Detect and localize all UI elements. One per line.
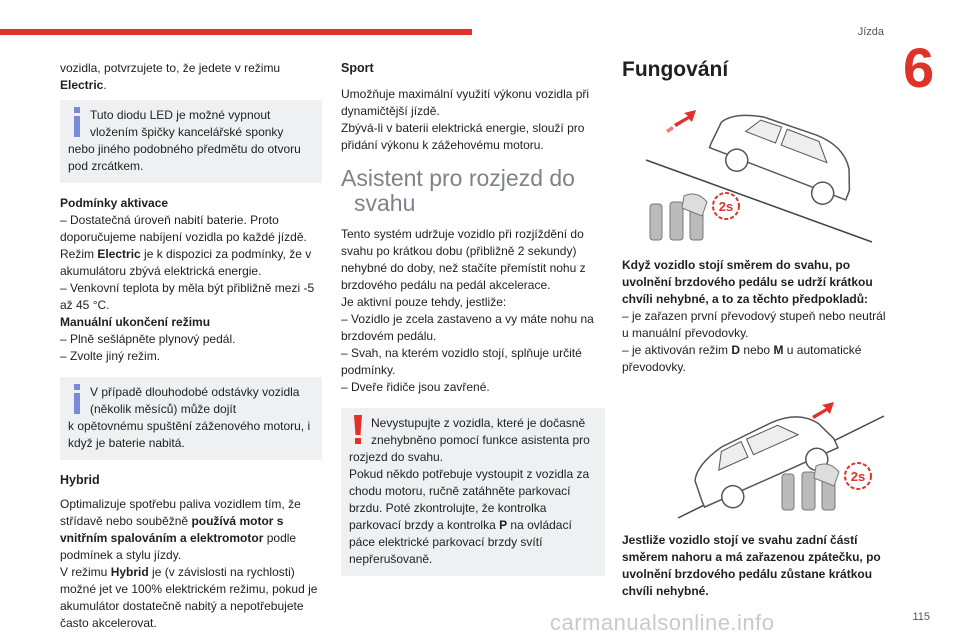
- text: Optimalizuje spotřebu paliva vozidlem tím, že střídavě nebo souběžně: [60, 497, 301, 528]
- bold-text: Hybrid: [110, 565, 149, 579]
- bold-text: D: [731, 343, 741, 357]
- info-text-line: Tuto diodu LED je možné vypnout: [90, 108, 271, 122]
- condition-item: [60, 246, 322, 280]
- text: na ovládací páce elektrické parkovací brzdy svítí nepřerušovaně.: [349, 518, 572, 566]
- sport-paragraph: Umožňuje maximální využití výkonu vozidla při dynamičtější jízdě.: [341, 87, 590, 118]
- info-box-storage: [60, 377, 322, 460]
- sport-heading: Sport: [341, 61, 374, 75]
- section-title: Jízda: [857, 26, 884, 38]
- warning-text-rest: [349, 449, 597, 568]
- hill-assist-condition: – Vozidlo je zcela zastaveno a vy máte nohu na brzdovém pedálu.: [341, 312, 594, 343]
- text: rozjezd do svahu. Pokud někdo potřebuje vystoupit z vozidla za chodu motoru, ručně zatáhněte parkovací brzdu. Poté zkontrolujte, že kontrolka parkovací brzdy a kontrolka: [349, 450, 590, 532]
- column-left: [60, 60, 322, 632]
- info-text-line: (několik měsíců) může dojít: [90, 402, 237, 416]
- warning-text-line: Nevystupujte z vozidla, které je dočasně: [371, 416, 586, 430]
- manual-exit-item: – Plně sešlápněte plynový pedál.: [60, 332, 236, 346]
- text: V režimu: [60, 565, 111, 579]
- conditions-heading: Podmínky aktivace: [60, 196, 169, 210]
- top-accent-bar: [0, 29, 472, 35]
- timer-label: 2s: [718, 199, 734, 214]
- watermark: carmanualsonline.info: [550, 610, 775, 635]
- warning-icon: [350, 415, 366, 445]
- text: u automatické převodovky.: [622, 343, 862, 374]
- warning-text-line: znehybněno pomocí funkce asistenta pro: [371, 433, 590, 447]
- text: – je aktivován režim: [622, 343, 732, 357]
- hill-assist-paragraph: Je aktivní pouze tehdy, jestliže:: [341, 295, 507, 309]
- info-text-rest: nebo jiného podobného předmětu do otvoru pod zrcátkem.: [68, 142, 301, 173]
- heading-line: svahu: [354, 190, 416, 216]
- hybrid-paragraph: [60, 564, 322, 632]
- text: nebo: [740, 343, 774, 357]
- text: podle podmínek a stylu jízdy.: [60, 531, 297, 562]
- timer-2s-icon: [713, 193, 739, 219]
- column-middle: [341, 60, 605, 588]
- bold-text: používá motor s vnitřním spalováním a elektromotor: [60, 514, 284, 545]
- hill-assist-paragraph: Tento systém udržuje vozidlo při rozjíždění do svahu po krátkou dobu (přibližně 2 sekundy) nehybné do doby, než stačíte přemístit nohu z brzdového pedálu na pedál akcelerace.: [341, 227, 586, 292]
- info-icon: [69, 384, 85, 414]
- hill-assist-condition: – Svah, na kterém vozidlo stojí, splňuje určité podmínky.: [341, 346, 582, 377]
- downhill-car-illustration: [622, 394, 890, 519]
- info-text-rest: k opětovnému spuštění záženového motoru, i když je baterie nabitá.: [68, 419, 311, 450]
- column-right: [622, 58, 890, 600]
- downhill-description: Jestliže vozidlo stojí ve svahu zadní částí směrem nahoru a má zařazenou zpátečku, po uvolnění brzdového pedálu zůstane krátkou chvíli nehybné.: [622, 533, 881, 598]
- manual-exit-item: – Zvolte jiný režim.: [60, 349, 161, 363]
- warning-box: [341, 408, 605, 576]
- page-number: 115: [912, 611, 930, 623]
- chapter-number: 6: [903, 36, 935, 99]
- intro-bold: Electric: [60, 78, 104, 92]
- intro-text: vozidla, potvrzujete to, že jedete v režimu: [60, 61, 281, 75]
- bold-text: M: [773, 343, 784, 357]
- hybrid-paragraph: [60, 496, 322, 564]
- hill-start-assist-heading: [341, 166, 605, 216]
- text: Režim: [60, 247, 98, 261]
- text: je (v závislosti na rychlosti) možné jet ve 100% elektrickém režimu, pokud je akumulátor dostatečně nabitý a nepotřebujete často akcelerovat.: [60, 565, 318, 630]
- uphill-condition: – je zařazen první převodový stupeň nebo neutrál u manuální převodovky.: [622, 309, 886, 340]
- uphill-description: Když vozidlo stojí směrem do svahu, po uvolnění brzdového pedálu se udrží krátkou chvíli nehybné, a to za těchto předpokladů:: [622, 258, 873, 306]
- condition-item: – Dostatečná úroveň nabití baterie. Proto doporučujeme nabíjení vozidla po každé jízdě.: [60, 213, 307, 244]
- info-text-line: vložením špičky kancelářské sponky: [90, 125, 284, 139]
- sport-paragraph: Zbývá-li v baterii elektrická energie, slouží pro přidání výkonu k zážehovému motoru.: [341, 121, 585, 152]
- intro-paragraph: [60, 60, 322, 94]
- info-icon: [69, 107, 85, 137]
- hill-assist-condition: – Dveře řidiče jsou zavřené.: [341, 380, 490, 394]
- intro-end: .: [103, 78, 107, 92]
- bold-text: Electric: [97, 247, 141, 261]
- uphill-car-illustration: [622, 94, 890, 244]
- text: je k dispozici za podmínky, že v akumulátoru zbývá elektrická energie.: [60, 247, 312, 278]
- timer-2s-icon: [845, 463, 871, 489]
- uphill-condition: [622, 342, 890, 376]
- hybrid-heading: Hybrid: [60, 473, 100, 487]
- pedals-icon: [650, 194, 707, 240]
- info-text-line: V případě dlouhodobé odstávky vozidla: [90, 385, 300, 399]
- bold-text: P: [499, 518, 508, 532]
- condition-item: – Venkovní teplota by měla být přibližně mezi -5 až 45 °C.: [60, 281, 315, 312]
- timer-label: 2s: [850, 469, 866, 484]
- operation-heading: Fungování: [622, 58, 729, 81]
- info-box-led: [60, 100, 322, 183]
- manual-exit-heading: Manuální ukončení režimu: [60, 315, 211, 329]
- heading-line: Asistent pro rozjezd do: [341, 165, 575, 191]
- pedals-icon: [782, 464, 839, 510]
